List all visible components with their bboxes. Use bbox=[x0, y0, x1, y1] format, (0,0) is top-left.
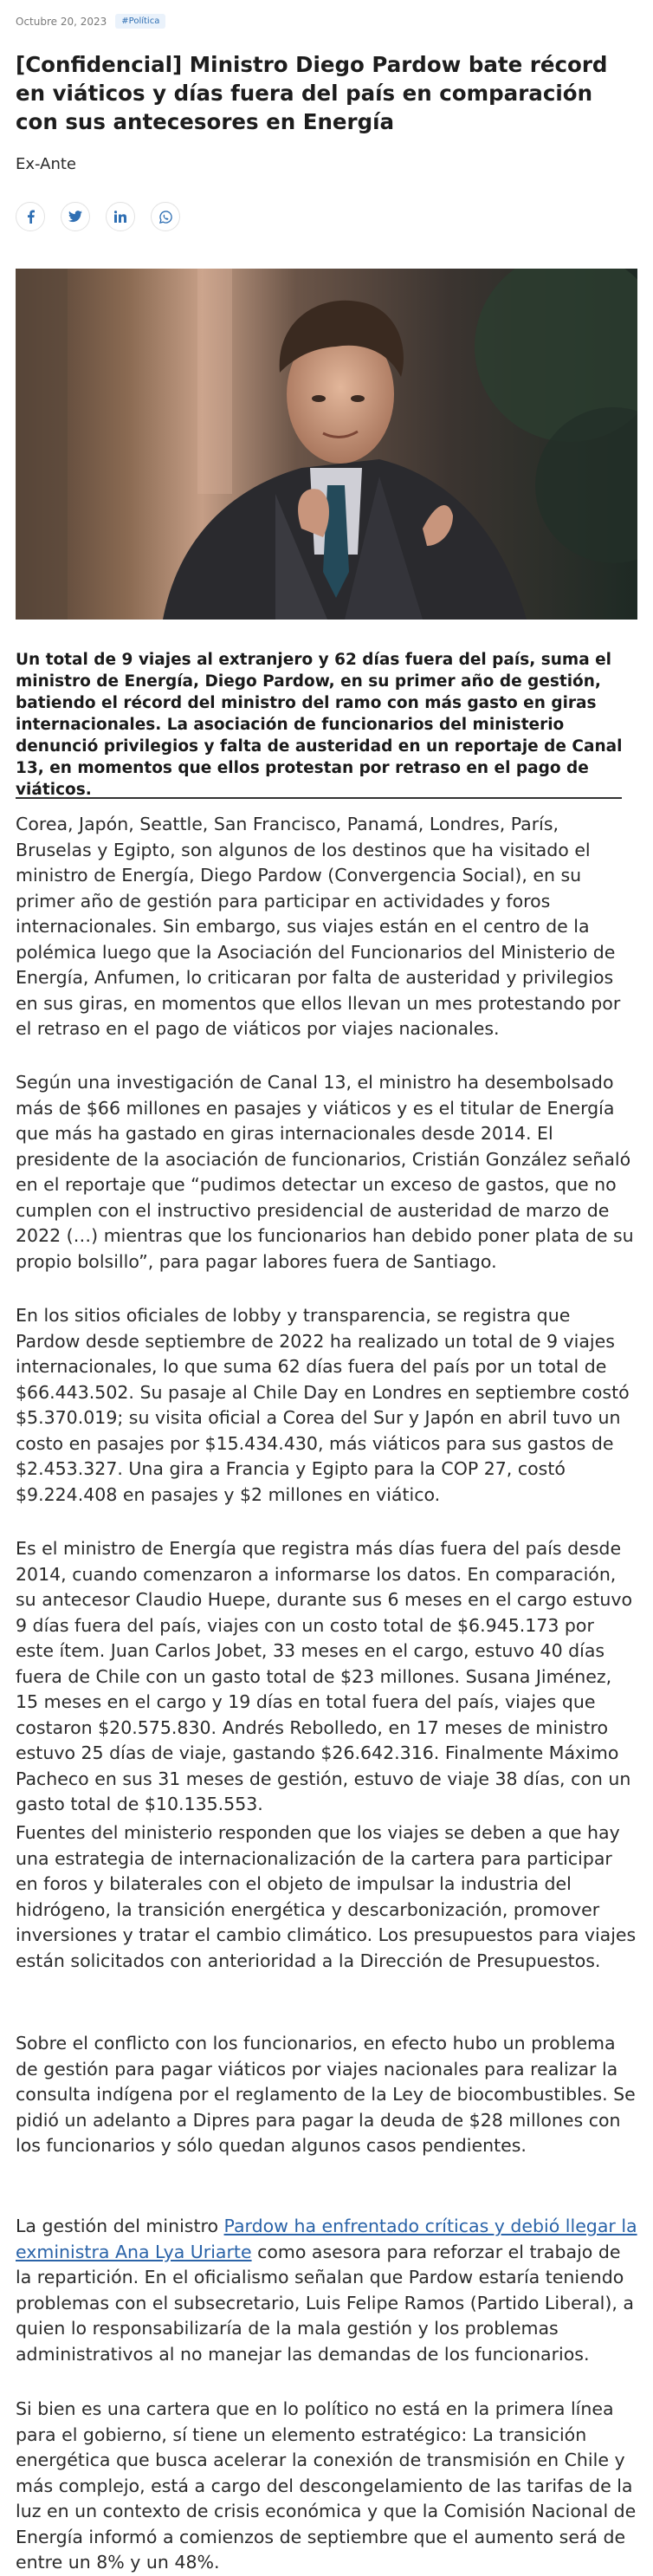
linkedin-icon[interactable] bbox=[106, 202, 135, 231]
paragraph-7-intro: La gestión del ministro bbox=[16, 2216, 224, 2236]
publish-date: Octubre 20, 2023 bbox=[16, 15, 107, 28]
paragraph-3: En los sitios oficiales de lobby y transparencia, se registra que Pardow desde septiembre de 2022 ha realizado un total de 9 viajes internacionales, lo que suma 62 días fuera del país por un total de $66.443.502. Su pasaje al Chile Day en Londres en septiembre costó $5.370.019; su visita oficial a Corea del Sur y Japón en abril tuvo un costo en pasajes por $15.434.430, más viáticos para sus gastos de $2.453.327. Una gira a Francia y Egipto para la COP 27, costó $9.224.408 en pasajes y $2 millones en viático. bbox=[16, 1305, 630, 1505]
facebook-icon[interactable] bbox=[16, 202, 45, 231]
whatsapp-icon[interactable] bbox=[151, 202, 180, 231]
paragraph-2: Según una investigación de Canal 13, el ministro ha desembolsado más de $66 millones en pasajes y viáticos y es el titular de Energía que más ha gastado en giras internacionales desde 2014. El presidente de la asociación de funcionarios, Cristián González señaló en el reportaje que “pudimos detectar un exceso de gastos, que no cumplen con el instructivo presidencial de austeridad de marzo de 2022 (…) mientras que los funcionarios han debido poner plata de su propio bolsillo”, para pagar labores fuera de Santiago. bbox=[16, 1072, 634, 1272]
paragraph-1: Corea, Japón, Seattle, San Francisco, Panamá, Londres, París, Bruselas y Egipto, son algunos de los destinos que ha visitado el ministro de Energía, Diego Pardow (Convergencia Social), en su primer año de gestión para participar en actividades y foros internacionales. Sin embargo, sus viajes están en el centro de la polémica luego que la Asociación del Funcionarios del Ministerio de Energía, Anfumen, lo criticaran por falta de austeridad y privilegios en sus giras, en momentos que ellos llevan un mes protestando por el retraso en el pago de viáticos por viajes nacionales. bbox=[16, 814, 621, 1039]
paragraph-7-rest: como asesora para reforzar el trabajo de la repartición. En el oficialismo señalan que Pardow estaría teniendo problemas con el subsecretario, Luis Felipe Ramos (Partido Liberal), a quien lo responsabilizaría de la mala gestión y los problemas administrativos al no manejar las demandas de los funcionarios. bbox=[16, 2241, 634, 2365]
paragraph-7 bbox=[16, 2214, 637, 2367]
paragraph-8: Si bien es una cartera que en lo político no está en la primera línea para el gobierno, sí tiene un elemento estratégico: La transición energética que busca acelerar la conexión de transmisión en Chile y más complejo, está a cargo del descongelamiento de las tarifas de la luz en un contexto de crisis económica y que la Comisión Nacional de Energía informó a comienzos de septiembre que el aumento será de entre un 8% y un 48%. bbox=[16, 2398, 637, 2573]
share-bar bbox=[16, 202, 180, 231]
article-meta bbox=[16, 14, 165, 29]
paragraph-4: Es el ministro de Energía que registra más días fuera del país desde 2014, cuando comenzaron a informarse los datos. En comparación, su antecesor Claudio Huepe, durante sus 6 meses en el cargo estuvo 9 días fuera del país, viajes con un costo total de $6.945.173 por este ítem. Juan Carlos Jobet, 33 meses en el cargo, estuvo 40 días fuera de Chile con un gasto total de $23 millones. Susana Jiménez, 15 meses en el cargo y 19 días en total fuera del país, viajes que costaron $20.575.830. Andrés Rebolledo, en 17 meses de ministro estuvo 25 días de viaje, gastando $26.642.316. Finalmente Máximo Pacheco en sus 31 meses de gestión, estuvo de viaje 38 días, con un gasto total de $10.135.553. bbox=[16, 1538, 633, 1814]
author-name[interactable]: Ex-Ante bbox=[16, 155, 76, 173]
twitter-icon[interactable] bbox=[61, 202, 90, 231]
article-title: [Confidencial] Ministro Diego Pardow bate récord en viáticos y días fuera del país en comparación con sus antecesores en Energía bbox=[16, 52, 608, 134]
article-lead: Un total de 9 viajes al extranjero y 62 días fuera del país, suma el ministro de Energía, Diego Pardow, en su primer año de gestión, batiendo el récord del ministro del ramo con más gasto en giras internacionales. La asociación de funcionarios del ministerio denunció privilegios y falta de austeridad en un reportaje de Canal 13, en momentos que ellos protestan por retraso en el pago de viáticos. bbox=[16, 651, 623, 799]
hero-photo bbox=[16, 269, 637, 620]
category-tag[interactable]: #Política bbox=[115, 14, 165, 29]
related-article-link[interactable]: Pardow ha enfrentado críticas y debió llegar la exministra Ana Lya Uriarte bbox=[16, 2216, 637, 2262]
paragraph-5: Fuentes del ministerio responden que los viajes se deben a que hay una estrategia de internacionalización de la cartera para participar en foros y bilaterales con el objeto de impulsar la industria del hidrógeno, la transición energética y descarbonización, promover inversiones y tratar el cambio climático. Los presupuestos para viajes están solicitados con anterioridad a la Dirección de Presupuestos. bbox=[16, 1822, 637, 1971]
paragraph-6: Sobre el conflicto con los funcionarios, en efecto hubo un problema de gestión para pagar viáticos por viajes nacionales para realizar la consulta indígena por el reglamento de la Ley de biocombustibles. Se pidió un adelanto a Dipres para pagar la deuda de $28 millones con los funcionarios y sólo quedan algunos casos pendientes. bbox=[16, 2033, 636, 2156]
lead-divider bbox=[16, 797, 622, 799]
